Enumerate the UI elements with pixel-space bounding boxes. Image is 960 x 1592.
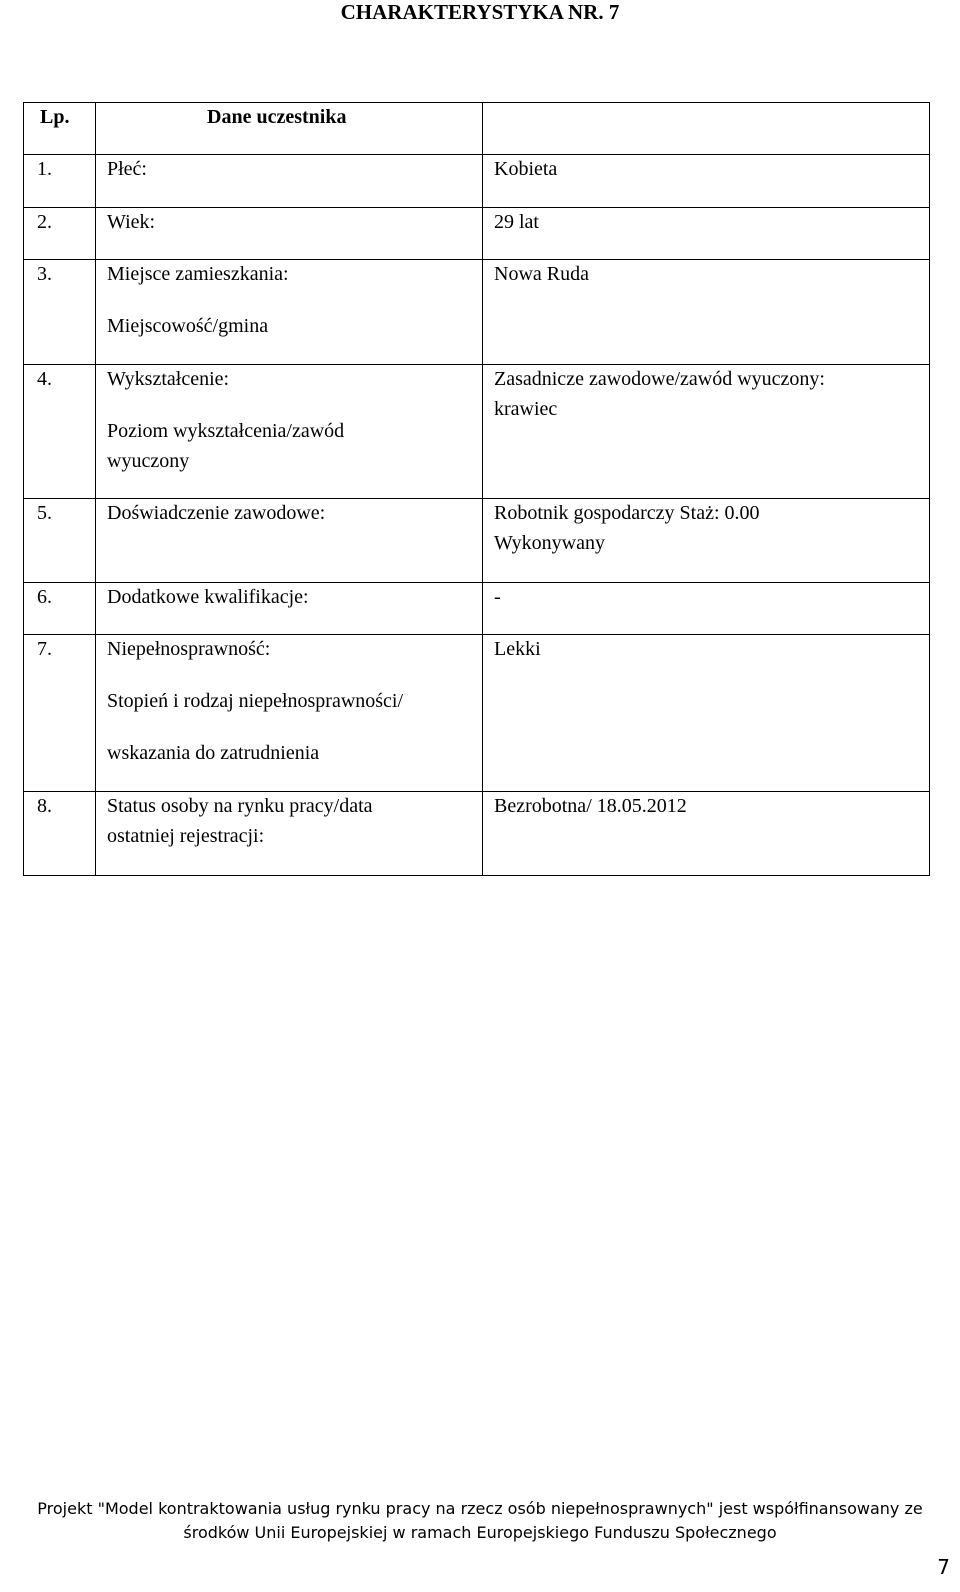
- document-title: CHARAKTERYSTYKA NR. 7: [340, 0, 620, 24]
- row-4-num: 4.: [37, 368, 52, 390]
- row-1-label: Płeć:: [107, 158, 147, 180]
- row-7-value: Lekki: [494, 638, 541, 660]
- row-3-sublabel: Miejscowość/gmina: [107, 315, 269, 337]
- row-2-num: 2.: [37, 211, 52, 233]
- row-4-value-2: krawiec: [494, 398, 558, 420]
- row-2-label: Wiek:: [107, 211, 156, 233]
- row-3-num: 3.: [37, 263, 52, 285]
- row-4-sublabel-2: wyuczony: [107, 450, 190, 472]
- row-4-value: Zasadnicze zawodowe/zawód wyuczony:: [494, 368, 825, 390]
- header-label: Dane uczestnika: [207, 106, 347, 128]
- row-5-num: 5.: [37, 502, 52, 524]
- row-7-label: Niepełnosprawność:: [107, 638, 271, 660]
- page-number: 7: [937, 1555, 950, 1579]
- row-5-value: Robotnik gospodarczy Staż: 0.00: [494, 502, 760, 524]
- row-7-sublabel-2: wskazania do zatrudnienia: [107, 742, 320, 764]
- row-6-label: Dodatkowe kwalifikacje:: [107, 586, 309, 608]
- row-6-num: 6.: [37, 586, 52, 608]
- footer-line-1: Projekt "Model kontraktowania usług rynku pracy na rzecz osób niepełnosprawnych" jest współfinansowany ze: [37, 1499, 923, 1518]
- row-7-sublabel: Stopień i rodzaj niepełnosprawności/: [107, 690, 404, 712]
- row-2-value: 29 lat: [494, 211, 539, 233]
- row-6-value: -: [494, 586, 501, 608]
- header-lp: Lp.: [40, 106, 70, 128]
- row-4-label: Wykształcenie:: [107, 368, 230, 390]
- row-1-value: Kobieta: [494, 158, 558, 180]
- row-8-sublabel: ostatniej rejestracji:: [107, 825, 265, 847]
- row-5-label: Doświadczenie zawodowe:: [107, 502, 326, 524]
- row-5-value-2: Wykonywany: [494, 532, 605, 554]
- row-8-num: 8.: [37, 795, 52, 817]
- row-8-value: Bezrobotna/ 18.05.2012: [494, 795, 687, 817]
- row-7-num: 7.: [37, 638, 52, 660]
- row-8-label: Status osoby na rynku pracy/data: [107, 795, 373, 817]
- row-1-num: 1.: [37, 158, 52, 180]
- project-footer: [0, 1497, 960, 1545]
- row-3-value: Nowa Ruda: [494, 263, 589, 285]
- row-3-label: Miejsce zamieszkania:: [107, 263, 289, 285]
- footer-line-2: środków Unii Europejskiej w ramach Europejskiego Funduszu Społecznego: [183, 1523, 777, 1542]
- row-4-sublabel: Poziom wykształcenia/zawód: [107, 420, 345, 442]
